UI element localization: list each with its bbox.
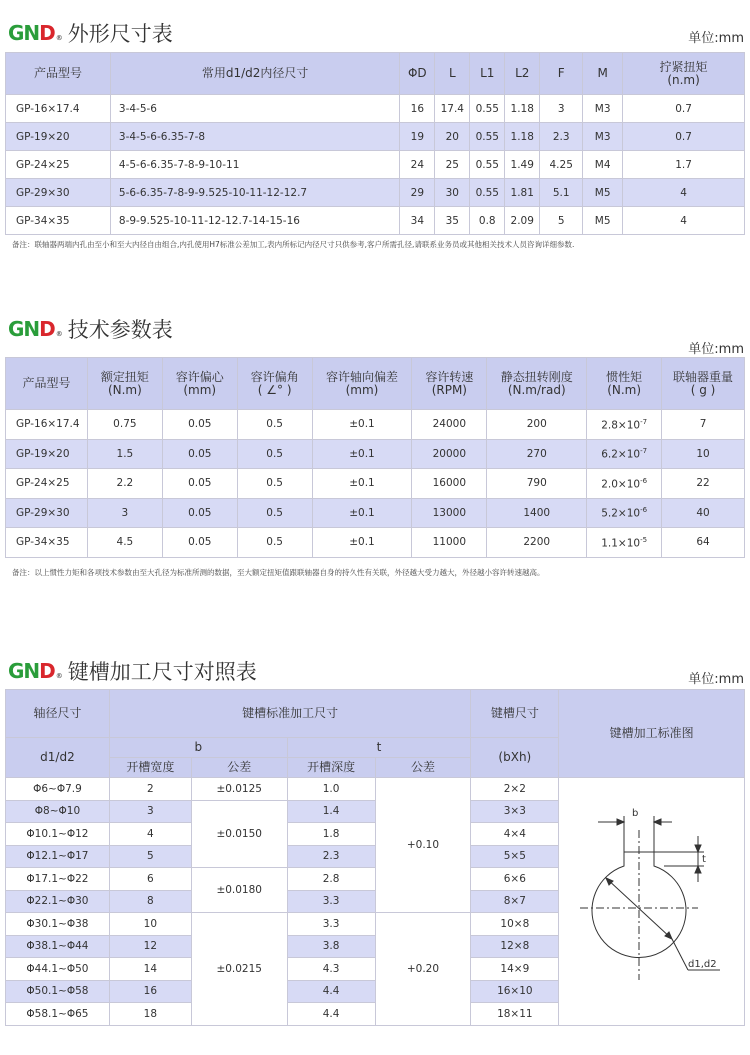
key-size-cell: 14×9 (471, 958, 559, 981)
keyway-diagram (570, 800, 740, 1010)
slot-width-cell: 12 (109, 935, 191, 958)
b-tolerance-cell: ±0.0150 (191, 800, 287, 868)
table-cell: 7 (662, 410, 745, 440)
model-cell: GP-16×17.4 (6, 95, 111, 123)
table-cell: 1.18 (505, 123, 540, 151)
shaft-range-cell: Φ58.1~Φ65 (6, 1003, 110, 1026)
key-size-cell: 16×10 (471, 980, 559, 1003)
header-t: t (287, 738, 471, 758)
section2-title: 技术参数表 (67, 318, 173, 342)
table-cell: ±0.1 (312, 439, 412, 469)
table-row (6, 151, 745, 179)
key-size-cell: 6×6 (471, 868, 559, 891)
header-bxh: (bXh) (471, 738, 559, 778)
model-cell: GP-19×20 (6, 439, 88, 469)
table-cell: 13000 (412, 498, 487, 528)
table-cell: 0.5 (237, 498, 312, 528)
shaft-range-cell: Φ38.1~Φ44 (6, 935, 110, 958)
b-tolerance-cell: ±0.0215 (191, 913, 287, 1026)
slot-depth-cell: 1.8 (287, 823, 375, 846)
dim-header: L2 (505, 53, 540, 95)
header-b-tolerance: 公差 (191, 758, 287, 778)
table-cell: 0.5 (237, 410, 312, 440)
slot-depth-cell: 3.3 (287, 913, 375, 936)
table-cell: 1.49 (505, 151, 540, 179)
slot-depth-cell: 3.3 (287, 890, 375, 913)
inertia-exponent: -7 (640, 447, 648, 455)
table-cell: 0.8 (470, 207, 505, 235)
table-cell: 24000 (412, 410, 487, 440)
section3-unit: 单位:mm (688, 672, 744, 687)
key-size-cell: 5×5 (471, 845, 559, 868)
inertia-exponent: -7 (640, 417, 648, 426)
header-d1d2: d1/d2 (6, 738, 110, 778)
table-cell: 8-9-9.525-10-11-12-12.7-14-15-16 (110, 207, 399, 235)
diagram-label-d: d1,d2 (688, 959, 717, 970)
table-cell: 20000 (412, 439, 487, 469)
slot-width-cell: 6 (109, 868, 191, 891)
shaft-range-cell: Φ10.1~Φ12 (6, 823, 110, 846)
slot-width-cell: 2 (109, 778, 191, 801)
table-cell: ±0.1 (312, 528, 412, 558)
param-header: 容许偏角 ( ∠° ) (237, 358, 312, 410)
table-cell: 0.55 (470, 151, 505, 179)
table-row (6, 469, 745, 499)
model-cell: GP-34×35 (6, 207, 111, 235)
model-cell: GP-24×25 (6, 469, 88, 499)
slot-width-cell: 8 (109, 890, 191, 913)
table-row (6, 439, 745, 469)
slot-depth-cell: 4.4 (287, 980, 375, 1003)
table-cell: 25 (435, 151, 470, 179)
table-cell: ±0.1 (312, 469, 412, 499)
section1-unit: 单位:mm (688, 31, 744, 46)
table-cell: 0.05 (162, 528, 237, 558)
brand-logo: G N D $_®$ (8, 317, 62, 341)
slot-width-cell: 14 (109, 958, 191, 981)
slot-depth-cell: 4.3 (287, 958, 375, 981)
table-cell: 0.05 (162, 469, 237, 499)
model-cell: GP-24×25 (6, 151, 111, 179)
table-cell: 0.05 (162, 410, 237, 440)
param-header: 容许轴向偏差 (mm) (312, 358, 412, 410)
section2-unit: 单位:mm (688, 342, 744, 357)
table-cell: 3 (87, 498, 162, 528)
shaft-range-cell: Φ22.1~Φ30 (6, 890, 110, 913)
b-tolerance-cell: ±0.0180 (191, 868, 287, 913)
t-tolerance-cell: +0.20 (375, 913, 471, 1026)
table-cell: 4-5-6-6.35-7-8-9-10-11 (110, 151, 399, 179)
inertia-cell: $2.8\times 10^{-7}$ (587, 410, 662, 440)
shaft-range-cell: Φ50.1~Φ58 (6, 980, 110, 1003)
param-header: 产品型号 (6, 358, 88, 410)
slot-depth-cell: 4.4 (287, 1003, 375, 1026)
table-cell: 0.55 (470, 95, 505, 123)
table-row (6, 95, 745, 123)
table-cell: 0.7 (623, 95, 745, 123)
tech-param-table (5, 357, 745, 558)
slot-depth-cell: 1.4 (287, 800, 375, 823)
table-cell: 17.4 (435, 95, 470, 123)
dim-header: 产品型号 (6, 53, 111, 95)
table-cell: 16000 (412, 469, 487, 499)
diagram-label-b: b (632, 808, 639, 819)
table-cell: 1.7 (623, 151, 745, 179)
model-cell: GP-29×30 (6, 179, 111, 207)
table-cell: 16 (400, 95, 435, 123)
table-cell: ±0.1 (312, 498, 412, 528)
table-cell: 0.7 (623, 123, 745, 151)
table-cell: 40 (662, 498, 745, 528)
section1-header (8, 18, 173, 48)
slot-depth-cell: 2.3 (287, 845, 375, 868)
key-size-cell: 3×3 (471, 800, 559, 823)
inertia-exponent: -6 (640, 506, 648, 514)
table-cell: 10 (662, 439, 745, 469)
shaft-range-cell: Φ6~Φ7.9 (6, 778, 110, 801)
model-cell: GP-34×35 (6, 528, 88, 558)
param-header: 额定扭矩 (N.m) (87, 358, 162, 410)
slot-width-cell: 4 (109, 823, 191, 846)
table-cell: 790 (487, 469, 587, 499)
brand-logo: G N D $_®$ (8, 659, 62, 683)
table-cell: 200 (487, 410, 587, 440)
key-size-cell: 4×4 (471, 823, 559, 846)
slot-width-cell: 3 (109, 800, 191, 823)
shaft-range-cell: Φ30.1~Φ38 (6, 913, 110, 936)
header-b: b (109, 738, 287, 758)
inertia-exponent: -6 (640, 476, 648, 485)
header-slot-depth: 开槽深度 (287, 758, 375, 778)
table-cell: 1.5 (87, 439, 162, 469)
shaft-range-cell: Φ8~Φ10 (6, 800, 110, 823)
table-cell: 5.1 (540, 179, 583, 207)
table-cell: 2.09 (505, 207, 540, 235)
param-header: 静态扭转刚度 (N.m/rad) (487, 358, 587, 410)
param-header: 惯性矩 (N.m) (587, 358, 662, 410)
table-row (6, 207, 745, 235)
dim-header: F (540, 53, 583, 95)
table-cell: 5 (540, 207, 583, 235)
header-t-tolerance: 公差 (375, 758, 471, 778)
shaft-range-cell: Φ17.1~Φ22 (6, 868, 110, 891)
section2-note: 备注：以上惯性力矩和各项技术参数由至大孔径为标准所测的数据，至大额定扭矩值跟联轴器自身的持久性有关联，外径越大受力越大，外径越小容许转速越高。 (12, 568, 545, 577)
model-cell: GP-19×20 (6, 123, 111, 151)
slot-width-cell: 16 (109, 980, 191, 1003)
section1-note: 备注：联轴器两端内孔由至小和至大内径自由组合,内孔使用H7标准公差加工,表内所标记内径尺寸只供参考,客户所需孔径,请联系业务员或其他相关技术人员咨询详细参数. (12, 240, 575, 249)
key-size-cell: 10×8 (471, 913, 559, 936)
dimension-table (5, 52, 745, 235)
inertia-cell: $2.0\times 10^{-6}$ (587, 469, 662, 499)
table-cell: M3 (583, 95, 623, 123)
table-cell: 22 (662, 469, 745, 499)
dim-header: L (435, 53, 470, 95)
table-cell: 34 (400, 207, 435, 235)
table-cell: 1400 (487, 498, 587, 528)
inertia-cell: $5.2\times 10^{-6}$ (587, 498, 662, 528)
inertia-cell: $6.2\times 10^{-7}$ (587, 439, 662, 469)
table-cell: 11000 (412, 528, 487, 558)
table-cell: 2200 (487, 528, 587, 558)
slot-width-cell: 18 (109, 1003, 191, 1026)
table-cell: 0.5 (237, 528, 312, 558)
table-cell: 35 (435, 207, 470, 235)
table-cell: 3-4-5-6-6.35-7-8 (110, 123, 399, 151)
table-cell: 64 (662, 528, 745, 558)
table-cell: 0.55 (470, 123, 505, 151)
dim-header: ΦD (400, 53, 435, 95)
table-cell: 2.3 (540, 123, 583, 151)
section3-header (8, 656, 257, 686)
table-row (6, 123, 745, 151)
model-cell: GP-29×30 (6, 498, 88, 528)
t-tolerance-cell: +0.10 (375, 778, 471, 913)
section3-title: 键槽加工尺寸对照表 (67, 660, 257, 684)
table-cell: 4 (623, 179, 745, 207)
inertia-exponent: -5 (640, 535, 648, 544)
table-row (6, 778, 745, 801)
key-size-cell: 2×2 (471, 778, 559, 801)
table-cell: 5-6-6.35-7-8-9-9.525-10-11-12-12.7 (110, 179, 399, 207)
model-cell: GP-16×17.4 (6, 410, 88, 440)
shaft-range-cell: Φ12.1~Φ17 (6, 845, 110, 868)
slot-depth-cell: 3.8 (287, 935, 375, 958)
table-cell: M5 (583, 207, 623, 235)
section2-header (8, 314, 173, 344)
table-cell: 4.5 (87, 528, 162, 558)
table-cell: 3-4-5-6 (110, 95, 399, 123)
table-cell: 0.05 (162, 439, 237, 469)
table-row (6, 498, 745, 528)
table-cell: 1.18 (505, 95, 540, 123)
dim-header: L1 (470, 53, 505, 95)
table-cell: 0.75 (87, 410, 162, 440)
header-diagram: 键槽加工标准图 (559, 690, 745, 778)
inertia-cell: $1.1\times 10^{-5}$ (587, 528, 662, 558)
table-cell: 20 (435, 123, 470, 151)
diagram-label-t: t (702, 854, 706, 865)
table-cell: M5 (583, 179, 623, 207)
header-shaft-size: 轴径尺寸 (6, 690, 110, 738)
table-cell: ±0.1 (312, 410, 412, 440)
brand-logo: G N D $_®$ (8, 21, 62, 45)
shaft-range-cell: Φ44.1~Φ50 (6, 958, 110, 981)
slot-width-cell: 10 (109, 913, 191, 936)
table-cell: 24 (400, 151, 435, 179)
table-cell: 1.81 (505, 179, 540, 207)
key-size-cell: 18×11 (471, 1003, 559, 1026)
slot-depth-cell: 2.8 (287, 868, 375, 891)
table-cell: M3 (583, 123, 623, 151)
table-cell: 270 (487, 439, 587, 469)
header-keyway-std: 键槽标准加工尺寸 (109, 690, 470, 738)
table-cell: 19 (400, 123, 435, 151)
table-row (6, 528, 745, 558)
table-cell: 0.5 (237, 439, 312, 469)
table-row (6, 179, 745, 207)
b-tolerance-cell: ±0.0125 (191, 778, 287, 801)
section1-title: 外形尺寸表 (67, 22, 173, 46)
table-cell: 0.05 (162, 498, 237, 528)
param-header: 容许转速 (RPM) (412, 358, 487, 410)
dim-header: 拧紧扭矩 (n.m) (623, 53, 745, 95)
key-size-cell: 8×7 (471, 890, 559, 913)
param-header: 联轴器重量 ( g ) (662, 358, 745, 410)
table-row (6, 410, 745, 440)
param-header: 容许偏心 (mm) (162, 358, 237, 410)
table-cell: 3 (540, 95, 583, 123)
table-cell: 30 (435, 179, 470, 207)
table-cell: M4 (583, 151, 623, 179)
slot-depth-cell: 1.0 (287, 778, 375, 801)
table-cell: 4 (623, 207, 745, 235)
header-keyway-size: 键槽尺寸 (471, 690, 559, 738)
key-size-cell: 12×8 (471, 935, 559, 958)
table-cell: 4.25 (540, 151, 583, 179)
table-cell: 0.55 (470, 179, 505, 207)
slot-width-cell: 5 (109, 845, 191, 868)
header-slot-width: 开槽宽度 (109, 758, 191, 778)
dim-header: 常用d1/d2内径尺寸 (110, 53, 399, 95)
dim-header: M (583, 53, 623, 95)
table-cell: 2.2 (87, 469, 162, 499)
table-cell: 0.5 (237, 469, 312, 499)
table-cell: 29 (400, 179, 435, 207)
